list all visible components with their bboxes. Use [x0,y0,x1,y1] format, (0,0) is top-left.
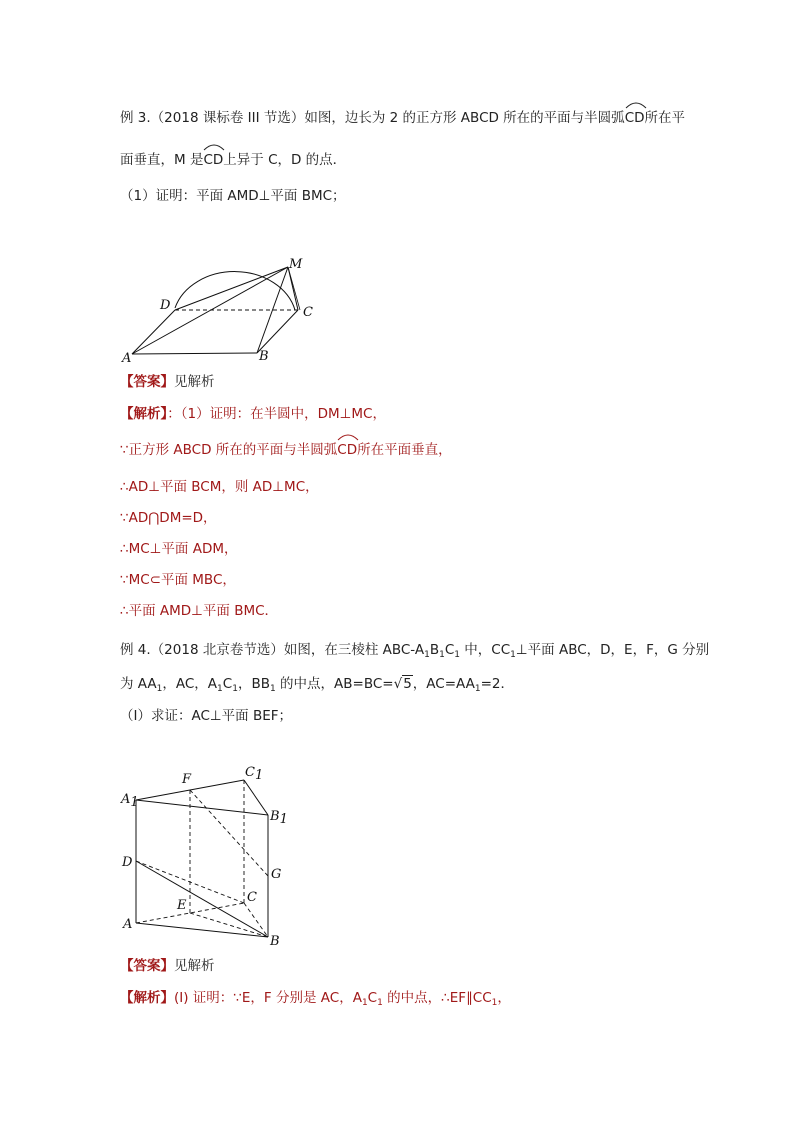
ex3-text: 所在平 [644,110,686,126]
label-m: M [289,257,303,272]
ex3-statement-line2: 面垂直，M 是 CD上异于 C，D 的点． [120,150,346,170]
arc-mark-icon [337,433,359,441]
ex3-text: 例 3.（2018 课标卷 III 节选）如图，边长为 2 的正方形 ABCD 所在的平面与半圆弧 [120,110,625,126]
ex3-analysis-6: ∵MC⊂平面 MBC， [120,572,236,588]
ex3-analysis-5: ∴MC⊥平面 ADM， [120,541,238,557]
sqrt-5: √5 [393,676,412,692]
label-b1: B1 [270,809,288,827]
label-d: D [160,298,171,313]
label-b: B [259,349,269,364]
label-b: B [270,934,280,949]
ex3-question-1: （1）证明：平面 AMD⊥平面 BMC； [120,188,346,204]
ex3-analysis-2: ∵正方形 ABCD 所在的平面与半圆弧 CD所在平面垂直， [120,440,452,460]
arc-mark-icon [625,101,647,109]
arc-mark-icon [203,143,225,151]
label-c1: C1 [245,765,264,783]
label-a: A [123,917,133,932]
ex4-statement-line2: 为 $AA_1$，AC，$A_1C_1$，$BB_1$ 的中点，AB=BC=√5，$AC=AA_1=2$． [120,676,515,694]
arc-cd: CD [337,440,357,460]
arc-cd: CD [203,150,223,170]
ex3-analysis-4: ∵AD⋂DM=D， [120,510,217,526]
arc-cd: CD [625,108,645,128]
label-d: D [122,855,133,870]
ex3-answer: 【答案】见解析 [120,374,215,390]
label-g: G [271,867,282,882]
ex4-figure [118,760,293,950]
label-a1: A1 [121,792,139,810]
label-f: F [182,772,192,787]
ex4-analysis-1: 【解析】(I) 证明：∵E，F 分别是 AC，$A_1C_1$ 的中点，$\therefore EF\parallel CC_1$， [120,990,511,1008]
label-c: C [247,890,257,905]
ex4-answer: 【答案】见解析 [120,958,215,974]
ex4-statement-line1: 例 4.（2018 北京卷节选）如图，在三棱柱 ABC-$A_1B_1C_1$ 中，$CC_1\perp$平面 ABC，D，E，F，G 分别 [120,642,710,660]
ex3-statement-line1 [120,108,685,128]
ex3-analysis-3: ∴AD⊥平面 BCM，则 AD⊥MC， [120,479,319,495]
ex4-question-1: （Ⅰ）求证：AC⊥平面 BEF； [120,708,293,724]
ex3-analysis-7: ∴平面 AMD⊥平面 BMC． [120,603,279,619]
label-a: A [122,351,132,366]
ex3-figure [120,250,330,365]
label-e: E [177,898,187,913]
label-c: C [303,305,313,320]
ex3-analysis-1: 【解析】：（1）证明：在半圆中，DM⊥MC， [120,406,386,422]
